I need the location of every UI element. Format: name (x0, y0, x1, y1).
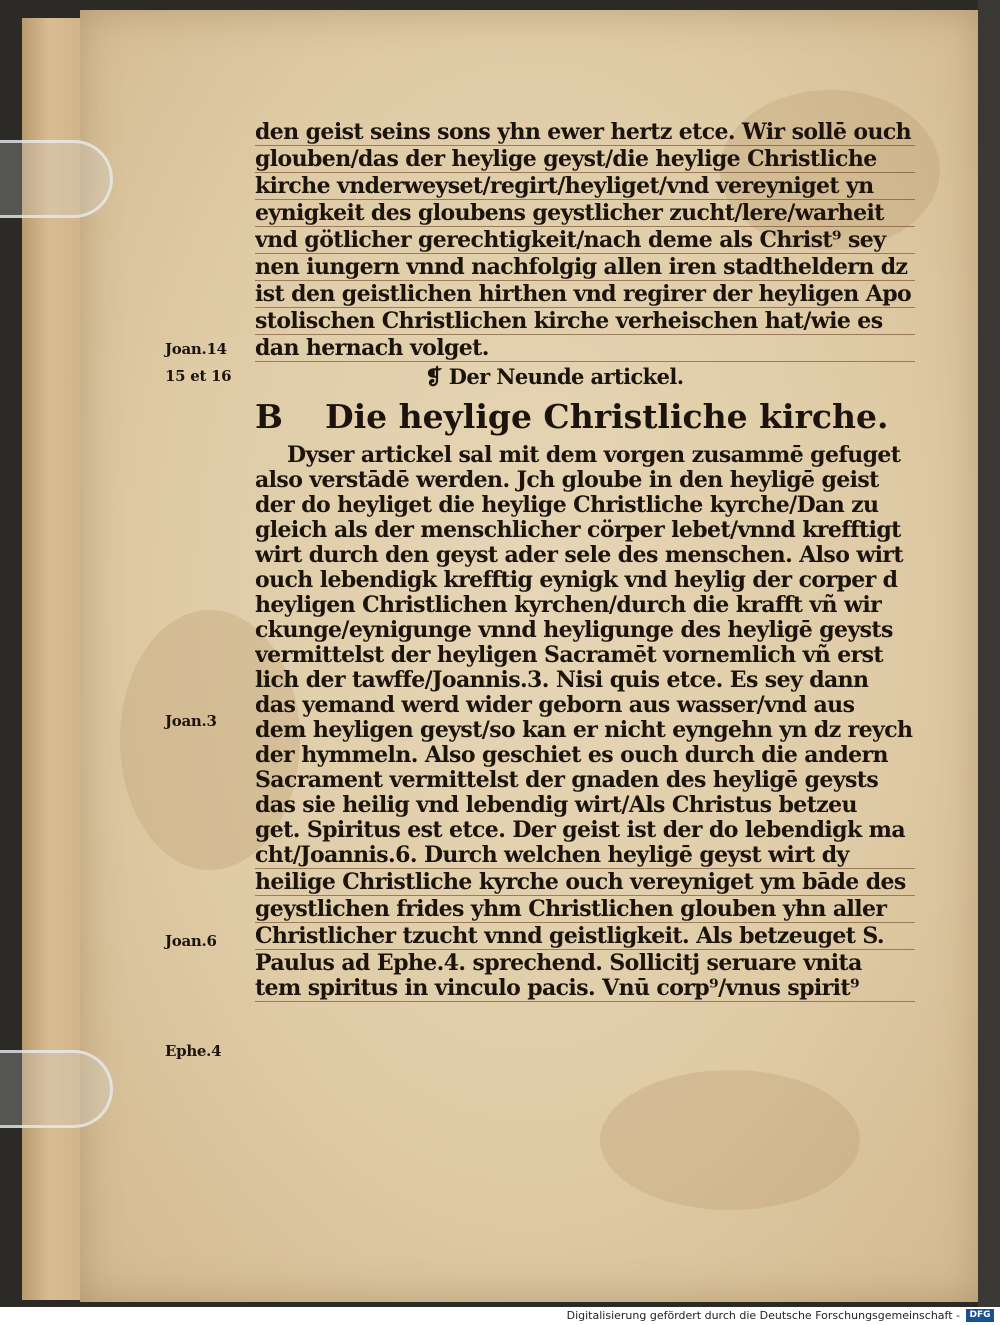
text-line: heilige Christliche kyrche ouch vereyniget ym bāde des (255, 870, 915, 896)
marginal-note: Ephe.4 (165, 1042, 222, 1060)
text-line: vermittelst der heyligen Sacramēt vornemlich vñ erst (255, 643, 883, 668)
text-line: das sie heilig vnd lebendig wirt/Als Christus betzeu (255, 793, 857, 818)
paper-stain (600, 1070, 860, 1210)
text-line: also verstādē werden. Jch gloube in den heyligē geist (255, 468, 879, 493)
text-line: der do heyliget die heylige Christliche kyrche/Dan zu (255, 493, 879, 518)
text-line: Christlicher tzucht vnnd geistligkeit. Als betzeuget S. (255, 924, 915, 950)
text-line: stolischen Christlichen kirche verheischen hat/wie es (255, 309, 915, 335)
text-line: lich der tawffe/Joannis.3. Nisi quis etce. Es sey dann (255, 668, 869, 693)
page-edge-right (978, 0, 1000, 1307)
text-line: vnd götlicher gerechtigkeit/nach deme als Christ⁹ sey (255, 228, 915, 254)
text-line: dan hernach volget. (255, 336, 915, 362)
section-heading (255, 391, 915, 443)
section-title: Die heylige Christliche kirche. (325, 397, 889, 436)
page-clip-top (0, 140, 113, 218)
text-line: dem heyligen geyst/so kan er nicht eyngehn yn dz reych (255, 718, 913, 743)
funding-credit: Digitalisierung gefördert durch die Deutsche Forschungsgemeinschaft - (566, 1309, 960, 1322)
text-line: eynigkeit des gloubens geystlicher zucht/lere/warheit (255, 201, 915, 227)
footer-bar (0, 1307, 1000, 1325)
text-line: tem spiritus in vinculo pacis. Vnū corp⁹/vnus spirit⁹ (255, 976, 915, 1002)
marginal-note: 15 et 16 (165, 367, 232, 385)
text-line: Dyser artickel sal mit dem vorgen zusammē gefuget (287, 443, 901, 468)
section-initial: B (255, 397, 283, 436)
text-line: Paulus ad Ephe.4. sprechend. Sollicitj seruare vnita (255, 951, 862, 976)
page-text (255, 120, 915, 1003)
text-line: gleich als der menschlicher cörper lebet/vnnd krefftigt (255, 518, 901, 543)
text-line: geystlichen frides yhm Christlichen glouben yhn aller (255, 897, 915, 923)
section-label: ❡ Der Neunde artickel. (425, 364, 684, 389)
marginal-note: Joan.6 (165, 932, 217, 950)
text-line: heyligen Christlichen kyrchen/durch die krafft vñ wir (255, 593, 882, 618)
page-clip-bottom (0, 1050, 113, 1128)
text-line: cht/Joannis.6. Durch welchen heyligē geyst wirt dy (255, 843, 915, 869)
text-line: wirt durch den geyst ader sele des menschen. Also wirt (255, 543, 903, 568)
text-line: ckunge/eynigunge vnnd heyligunge des heyligē geysts (255, 618, 893, 643)
text-line: ouch lebendigk krefftig eynigk vnd heylig der corper d (255, 568, 898, 593)
marginal-note: Joan.3 (165, 712, 217, 730)
text-line: get. Spiritus est etce. Der geist ist der do lebendigk ma (255, 818, 905, 843)
marginal-note: Joan.14 (165, 340, 227, 358)
text-line: ist den geistlichen hirthen vnd regirer der heyligen Apo (255, 282, 915, 308)
text-line: den geist seins sons yhn ewer hertz etce. Wir sollē ouch (255, 120, 915, 146)
dfg-logo: DFG (966, 1309, 994, 1322)
text-line: glouben/das der heylige geyst/die heylige Christliche (255, 147, 915, 173)
text-line: Sacrament vermittelst der gnaden des heyligē geysts (255, 768, 879, 793)
text-line: kirche vnderweyset/regirt/heyliget/vnd vereyniget yn (255, 174, 915, 200)
text-line: nen iungern vnnd nachfolgig allen iren stadtheldern dz (255, 255, 915, 281)
text-line: der hymmeln. Also geschiet es ouch durch die andern (255, 743, 888, 768)
text-line: das yemand werd wider geborn aus wasser/vnd aus (255, 693, 855, 718)
